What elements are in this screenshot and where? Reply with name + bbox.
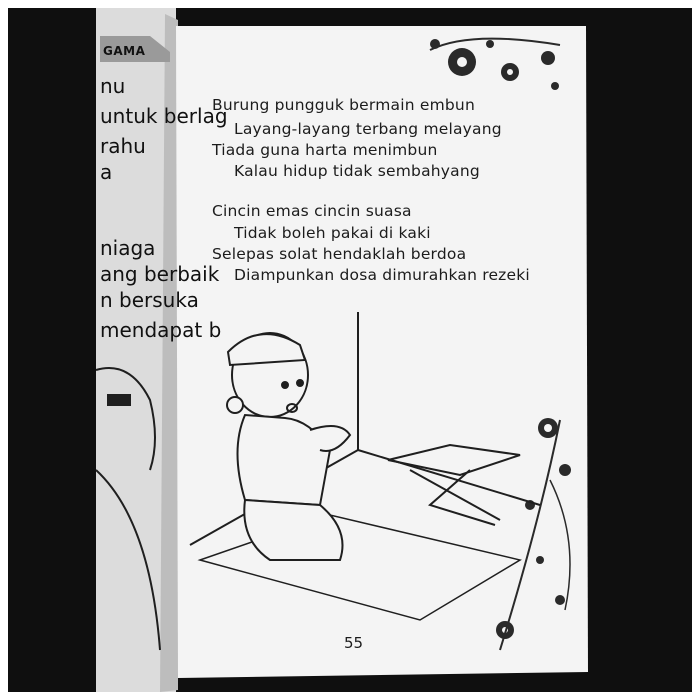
left-fragment: rahu — [100, 134, 146, 158]
stanza-2-line-1: Cincin emas cincin suasa — [212, 202, 412, 220]
ear — [227, 397, 243, 413]
stanza-1-line-1: Burung pungguk bermain embun — [212, 96, 475, 114]
stanza-1-line-2: Layang-layang terbang melayang — [234, 120, 502, 138]
stanza-1-line-3: Tiada guna harta menimbun — [212, 141, 438, 159]
left-fragment: ang berbaik — [100, 262, 220, 286]
left-fragment: untuk berlag — [100, 104, 228, 128]
stanza-2-line-2: Tidak boleh pakai di kaki — [234, 224, 431, 242]
left-fragment: nu — [100, 74, 126, 98]
left-fragment: mendapat b — [100, 318, 222, 342]
left-fragment: n bersuka — [100, 288, 199, 312]
stanza-2-line-3: Selepas solat hendaklah berdoa — [212, 245, 467, 263]
stanza-1-line-4: Kalau hidup tidak sembahyang — [234, 162, 480, 180]
left-fragment: niaga — [100, 236, 156, 260]
stanza-2-line-4: Diampunkan dosa dimurahkan rezeki — [234, 266, 530, 284]
page-number: 55 — [344, 634, 364, 652]
chapter-tab-label: GAMA — [103, 44, 146, 58]
left-fragment: a — [100, 160, 113, 184]
